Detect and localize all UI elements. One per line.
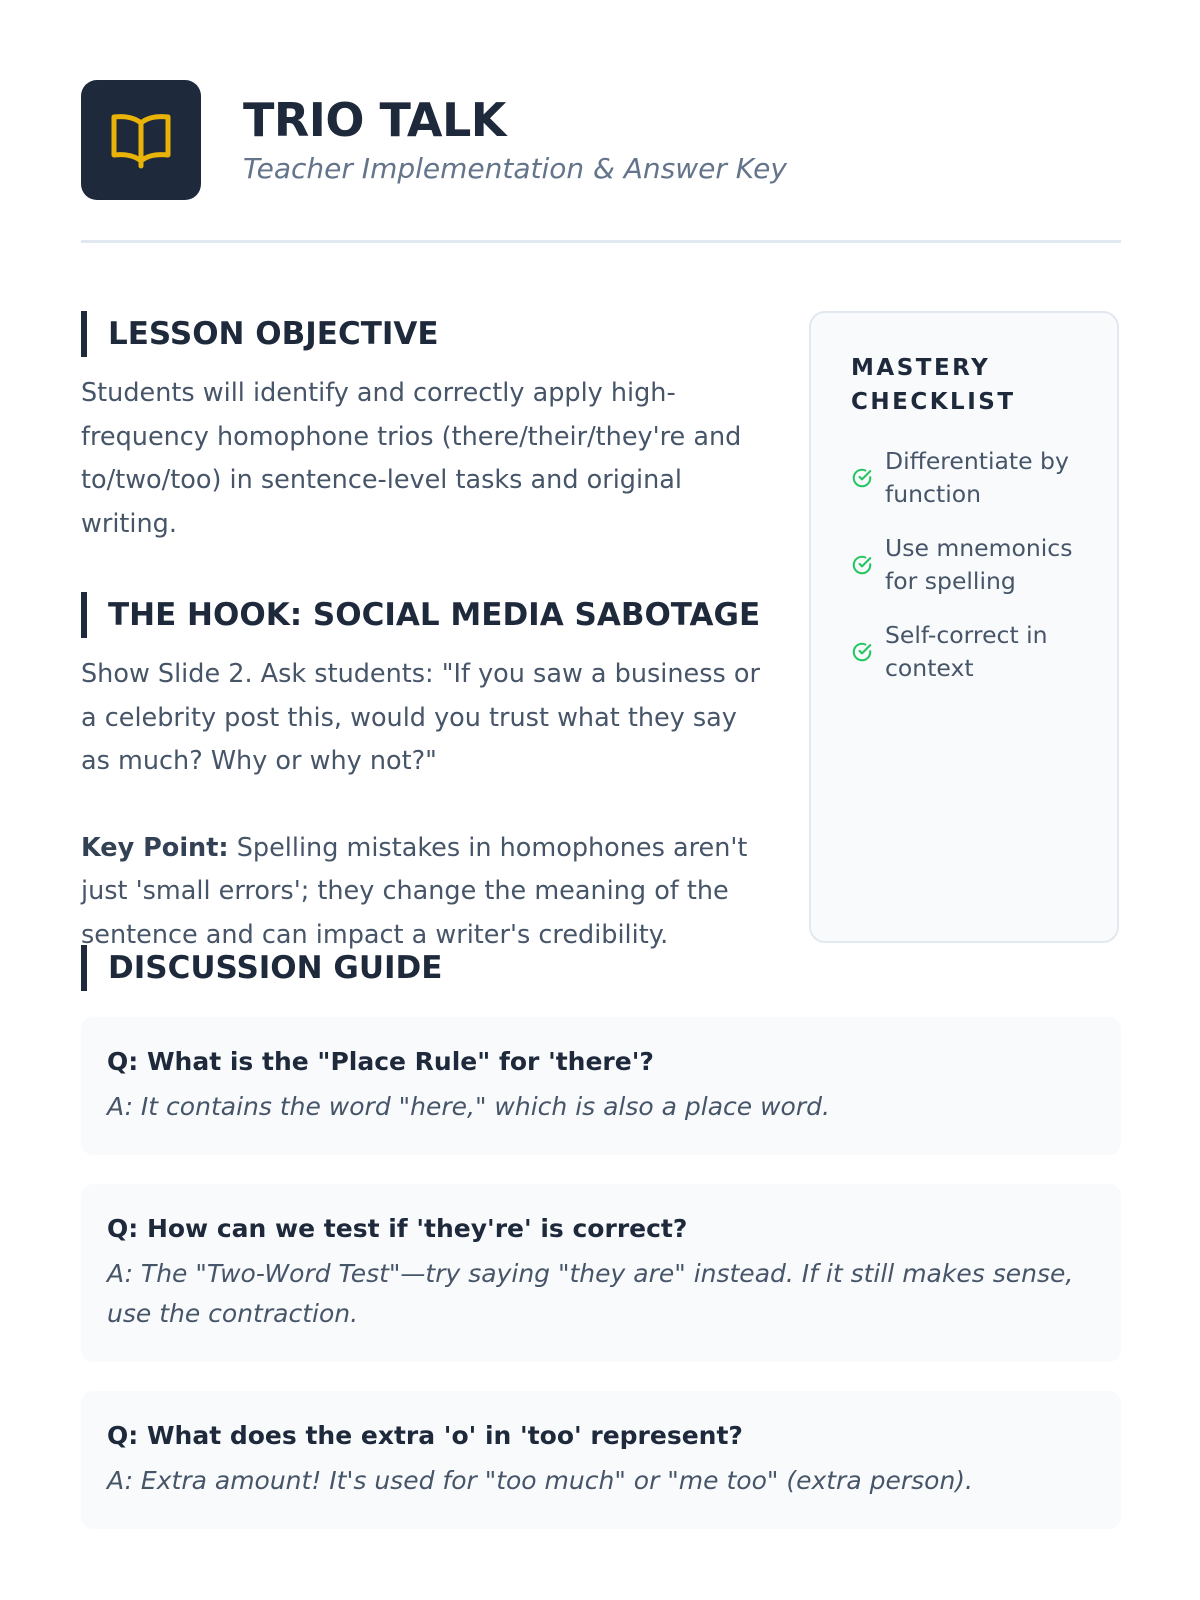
checklist-item: [851, 445, 1077, 511]
page-title: TRIO TALK: [243, 92, 506, 147]
hook-heading: THE HOOK: SOCIAL MEDIA SABOTAGE: [81, 592, 761, 638]
lesson-objective-heading: LESSON OBJECTIVE: [81, 311, 761, 357]
hook-text: Show Slide 2. Ask students: "If you saw a business or a celebrity post this, would you trust what they say as much? Why or why not?": [81, 659, 760, 776]
key-point-label: Key Point:: [81, 832, 229, 863]
qa-question: Q: How can we test if 'they're' is correct?: [107, 1214, 688, 1243]
key-point: [81, 827, 761, 958]
header-divider: [81, 240, 1121, 243]
main-column: [81, 311, 761, 957]
key-point-text: Spelling mistakes in homophones aren't just 'small errors'; they change the meaning of the sentence and can impact a writer's credibility.: [81, 832, 748, 950]
mastery-checklist-card: [809, 311, 1119, 943]
qa-question: Q: What is the "Place Rule" for 'there'?: [107, 1047, 654, 1076]
qa-list: [81, 1017, 1121, 1529]
qa-card: [81, 1017, 1121, 1155]
qa-question: Q: What does the extra 'o' in 'too' represent?: [107, 1421, 743, 1450]
checklist-item-label: Self-correct in context: [885, 621, 1048, 682]
mastery-checklist-title: MASTERY CHECKLIST: [851, 355, 1016, 415]
logo: [81, 80, 201, 200]
header-text: [243, 92, 787, 185]
check-circle-icon: [851, 641, 873, 663]
checklist-item: [851, 619, 1077, 685]
page: [81, 80, 1121, 1558]
checklist-item-label: Differentiate by function: [885, 447, 1069, 508]
qa-answer: A: The "Two-Word Test"—try saying "they are" instead. If it still makes sense, use the contraction.: [107, 1259, 1074, 1328]
lesson-objective-text: Students will identify and correctly apply high-frequency homophone trios (there/their/they're and to/two/too) in sentence-level tasks and original writing.: [81, 378, 742, 539]
qa-card: [81, 1184, 1121, 1362]
top-section: [81, 311, 1121, 950]
discussion-guide-heading: DISCUSSION GUIDE: [81, 945, 1121, 991]
qa-answer: A: It contains the word "here," which is also a place word.: [107, 1092, 830, 1121]
header: [81, 80, 1121, 200]
qa-card: [81, 1391, 1121, 1529]
open-book-icon: [110, 111, 172, 169]
checklist-item: [851, 532, 1077, 598]
checklist-item-label: Use mnemonics for spelling: [885, 534, 1073, 595]
page-subtitle: Teacher Implementation & Answer Key: [243, 151, 787, 185]
check-circle-icon: [851, 554, 873, 576]
check-circle-icon: [851, 467, 873, 489]
qa-answer: A: Extra amount! It's used for "too much" or "me too" (extra person).: [107, 1466, 973, 1495]
discussion-guide: [81, 945, 1121, 1529]
